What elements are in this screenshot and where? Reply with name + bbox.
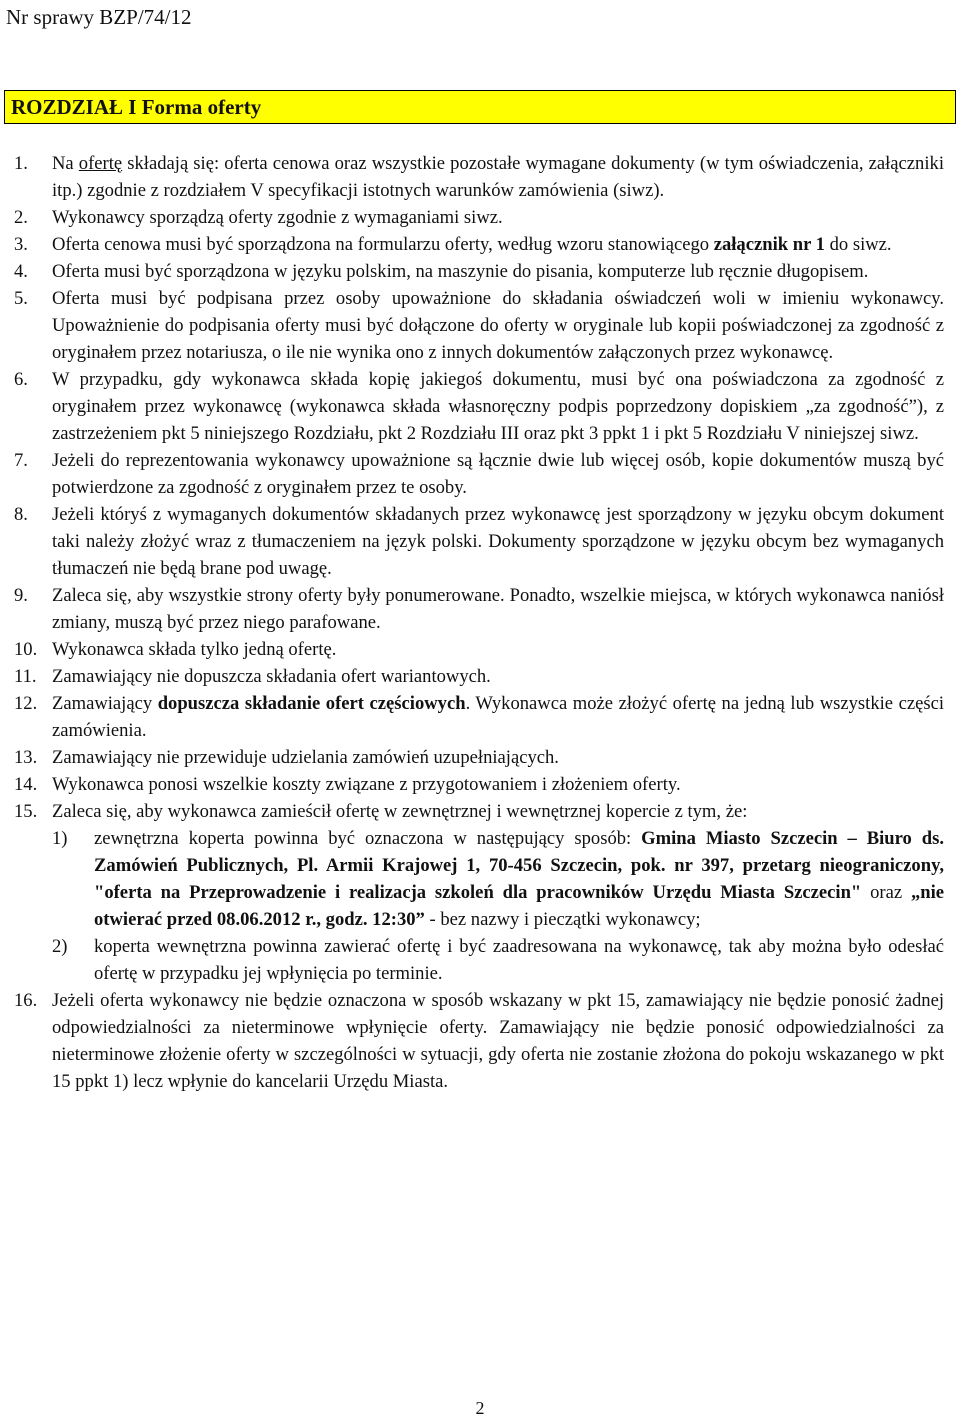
sub-list-item (52, 933, 944, 987)
list-item (14, 987, 944, 1095)
item-number: 13. (14, 747, 38, 768)
page-number: 2 (475, 1398, 485, 1418)
bold-deadline: „nie otwierać przed 08.06.2012 r., godz. 12:30” (94, 882, 944, 930)
item-text: Zaleca się, aby wszystkie strony oferty były ponumerowane. Ponadto, wszelkie miejsca, w których wykonawca naniósł zmiany, muszą być przez niego parafowane. (52, 585, 944, 633)
list-item (14, 690, 944, 744)
item-text: Wykonawca składa tylko jedną ofertę. (52, 639, 337, 660)
sub-list-item (52, 825, 944, 933)
item-text: Jeżeli któryś z wymaganych dokumentów składanych przez wykonawcę jest sporządzony w języku obcym dokument taki należy złożyć wraz z tłumaczeniem na język polski. Dokumenty sporządzone w języku obcym bez wymaganych tłumaczeń nie będą brane pod uwagę. (52, 504, 944, 579)
item-number: 11. (14, 666, 37, 687)
document-body (14, 150, 944, 1095)
list-item (14, 798, 944, 825)
list-item (14, 231, 944, 258)
item-text: Zamawiający nie przewiduje udzielania zamówień uzupełniających. (52, 747, 559, 768)
item-number: 3. (14, 234, 28, 255)
item-number: 4. (14, 261, 28, 282)
item-number: 16. (14, 990, 38, 1011)
item-number: 12. (14, 693, 38, 714)
subitem-text: zewnętrzna koperta powinna być oznaczona w następujący sposób: Gmina Miasto Szczecin – Biuro ds. Zamówień Publicznych, Pl. Armii Krajowej 1, 70-456 Szczecin, pok. nr 397, przetarg nieograniczony, "oferta na Przeprowadzenie i realizacja szkoleń dla pracowników Urzędu Miasta Szczecin" oraz „nie otwierać przed 08.06.2012 r., godz. 12:30” - bez nazwy i pieczątki wykonawcy; (94, 828, 945, 930)
section-title: ROZDZIAŁ I Forma oferty (4, 90, 956, 124)
subitem-number: 1) (52, 828, 68, 849)
item-text: Zamawiający dopuszcza składanie ofert częściowych. Wykonawca może złożyć ofertę na jedną lub wszystkie części zamówienia. (52, 693, 944, 741)
list-item (14, 771, 944, 798)
bold-address: Gmina Miasto Szczecin – Biuro ds. Zamówień Publicznych, Pl. Armii Krajowej 1, 70-456 Szczecin, pok. nr 397, przetarg nieograniczony, "oferta na Przeprowadzenie i realizacja szkoleń dla pracowników Urzędu Miasta Szczecin" (94, 828, 945, 903)
list-item (14, 285, 944, 366)
item-number: 5. (14, 288, 28, 309)
item-number: 1. (14, 153, 28, 174)
item-text: Oferta musi być podpisana przez osoby upoważnione do składania oświadczeń woli w imieniu wykonawcy. Upoważnienie do podpisania oferty musi być dołączone do oferty w oryginale lub kopii poświadczonej za zgodność z oryginałem przez notariusza, o ile nie wynika ono z innych dokumentów załączonych przez wykonawcę. (52, 288, 944, 363)
subitem-number: 2) (52, 936, 68, 957)
item-number: 7. (14, 450, 28, 471)
list-item (14, 150, 944, 204)
list-item (14, 744, 944, 771)
item-number: 15. (14, 801, 38, 822)
list-item (14, 204, 944, 231)
item-number: 10. (14, 639, 38, 660)
list-item (14, 663, 944, 690)
item-text: Zamawiający nie dopuszcza składania ofert wariantowych. (52, 666, 491, 687)
item-text: Oferta cenowa musi być sporządzona na formularzu oferty, według wzoru stanowiącego załącznik nr 1 do siwz. (52, 234, 892, 255)
case-number: Nr sprawy BZP/74/12 (6, 5, 192, 29)
item-text: Jeżeli do reprezentowania wykonawcy upoważnione są łącznie dwie lub więcej osób, kopie dokumentów muszą być potwierdzone za zgodność z oryginałem przez te osoby. (52, 450, 944, 498)
bold-term: załącznik nr 1 (713, 234, 825, 255)
item-text: Zaleca się, aby wykonawca zamieścił ofertę w zewnętrznej i wewnętrznej kopercie z tym, że: (52, 801, 748, 822)
underlined-term: ofertę (78, 153, 123, 174)
item-number: 6. (14, 369, 28, 390)
item-text: Wykonawcy sporządzą oferty zgodnie z wymaganiami siwz. (52, 207, 503, 228)
list-item (14, 501, 944, 582)
list-item (14, 258, 944, 285)
item-number: 14. (14, 774, 38, 795)
item-number: 9. (14, 585, 28, 606)
item-text: Na ofertę składają się: oferta cenowa oraz wszystkie pozostałe wymagane dokumenty (w tym oświadczenia, załączniki itp.) zgodnie z rozdziałem V specyfikacji istotnych warunków zamówienia (siwz). (52, 153, 944, 201)
bold-term: dopuszcza składanie ofert częściowych (157, 693, 466, 714)
item-number: 2. (14, 207, 28, 228)
list-item (14, 447, 944, 501)
list-item (14, 582, 944, 636)
item-text: Jeżeli oferta wykonawcy nie będzie oznaczona w sposób wskazany w pkt 15, zamawiający nie będzie ponosić żadnej odpowiedzialności za nieterminowe wpłynięcie oferty. Zamawiający nie będzie ponosić odpowiedzialności za nieterminowe złożenie oferty w szczególności w sytuacji, gdy oferta nie zostanie złożona do pokoju wskazanego w pkt 15 ppkt 1) lecz wpłynie do kancelarii Urzędu Miasta. (52, 990, 944, 1092)
item-text: W przypadku, gdy wykonawca składa kopię jakiegoś dokumentu, musi być ona poświadczona za zgodność z oryginałem przez wykonawcę (wykonawca składa własnoręczny podpis poprzedzony dopiskiem „za zgodność”), z zastrzeżeniem pkt 5 niniejszego Rozdziału, pkt 2 Rozdziału III oraz pkt 3 ppkt 1 i pkt 5 Rozdziału V niniejszej siwz. (52, 369, 944, 444)
item-number: 8. (14, 504, 28, 525)
list-item (14, 636, 944, 663)
list-item (14, 366, 944, 447)
item-text: Oferta musi być sporządzona w języku polskim, na maszynie do pisania, komputerze lub ręcznie długopisem. (52, 261, 869, 282)
subitem-text: koperta wewnętrzna powinna zawierać ofertę i być zaadresowana na wykonawcę, tak aby można było odesłać ofertę w przypadku jej wpłynięcia po terminie. (94, 936, 944, 984)
item-text: Wykonawca ponosi wszelkie koszty związane z przygotowaniem i złożeniem oferty. (52, 774, 681, 795)
